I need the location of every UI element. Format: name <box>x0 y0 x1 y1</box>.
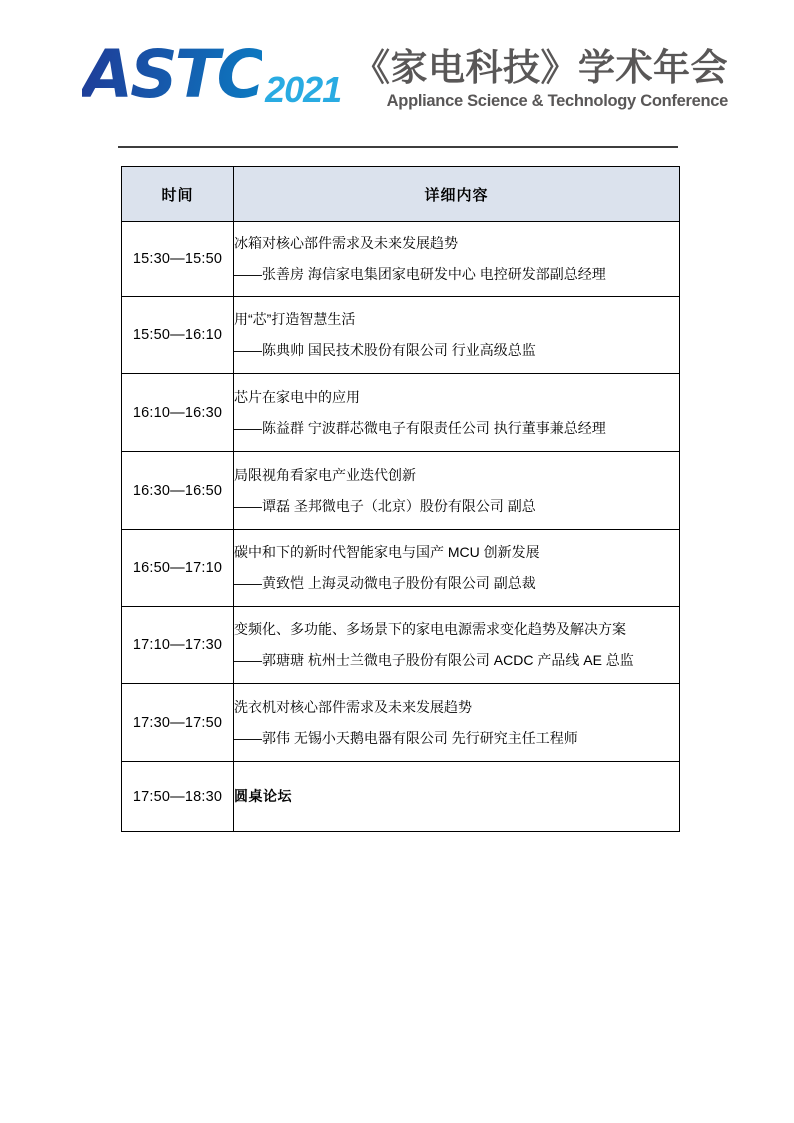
conference-title-block <box>353 47 728 111</box>
talk-title: 芯片在家电中的应用 <box>234 388 360 405</box>
astc-logo-year: 2021 <box>265 68 342 110</box>
talk-title: 局限视角看家电产业迭代创新 <box>234 466 416 483</box>
talk-speaker: ——陈典帅 国民技术股份有限公司 行业高级总监 <box>234 342 536 358</box>
talk-speaker: ——陈益群 宁波群芯微电子有限责任公司 执行董事兼总经理 <box>234 419 606 436</box>
talk-speaker: ——郭瑭瑭 杭州士兰微电子股份有限公司 ACDC 产品线 AE 总监 <box>234 652 634 668</box>
table-row <box>122 684 680 762</box>
content-cell <box>234 530 680 607</box>
table-row <box>122 374 680 452</box>
content-cell <box>234 684 680 762</box>
content-cell <box>234 374 680 452</box>
table-row <box>122 607 680 684</box>
time-cell: 16:30—16:50 <box>122 452 234 530</box>
talk-speaker: ——黄致恺 上海灵动微电子股份有限公司 副总裁 <box>234 575 536 591</box>
table-header-row <box>122 167 680 222</box>
time-cell: 17:10—17:30 <box>122 607 234 684</box>
talk-title: 圆桌论坛 <box>234 788 292 804</box>
conference-title-en: Appliance Science & Technology Conference <box>386 91 728 110</box>
content-column-header: 详细内容 <box>234 167 680 222</box>
conference-title-cn: 《家电科技》学术年会 <box>353 47 728 88</box>
table-row <box>122 452 680 530</box>
talk-speaker: ——张善房 海信家电集团家电研发中心 电控研发部副总经理 <box>234 266 606 282</box>
talk-title: 变频化、多功能、多场景下的家电电源需求变化趋势及解决方案 <box>234 621 626 637</box>
talk-title: 用“芯”打造智慧生活 <box>234 311 356 327</box>
time-cell: 17:30—17:50 <box>122 684 234 762</box>
header-divider <box>118 146 678 148</box>
table-row <box>122 297 680 374</box>
time-column-header: 时间 <box>122 167 234 222</box>
table-row <box>122 530 680 607</box>
time-cell: 15:50—16:10 <box>122 297 234 374</box>
talk-speaker: ——郭伟 无锡小天鹅电器有限公司 先行研究主任工程师 <box>234 729 578 746</box>
talk-title: 洗衣机对核心部件需求及未来发展趋势 <box>234 698 472 715</box>
schedule-table <box>121 166 680 832</box>
talk-title: 碳中和下的新时代智能家电与国产 MCU 创新发展 <box>234 544 540 560</box>
time-cell: 16:50—17:10 <box>122 530 234 607</box>
content-cell <box>234 762 680 832</box>
content-cell <box>234 607 680 684</box>
astc-logo <box>82 36 342 113</box>
time-cell: 16:10—16:30 <box>122 374 234 452</box>
content-cell <box>234 297 680 374</box>
talk-speaker: ——谭磊 圣邦微电子（北京）股份有限公司 副总 <box>234 497 536 514</box>
content-cell <box>234 452 680 530</box>
talk-title: 冰箱对核心部件需求及未来发展趋势 <box>234 235 458 251</box>
time-cell: 17:50—18:30 <box>122 762 234 832</box>
content-cell <box>234 222 680 297</box>
astc-logo-text: ASTC <box>82 36 263 113</box>
table-row <box>122 222 680 297</box>
table-row <box>122 762 680 832</box>
time-cell: 15:30—15:50 <box>122 222 234 297</box>
